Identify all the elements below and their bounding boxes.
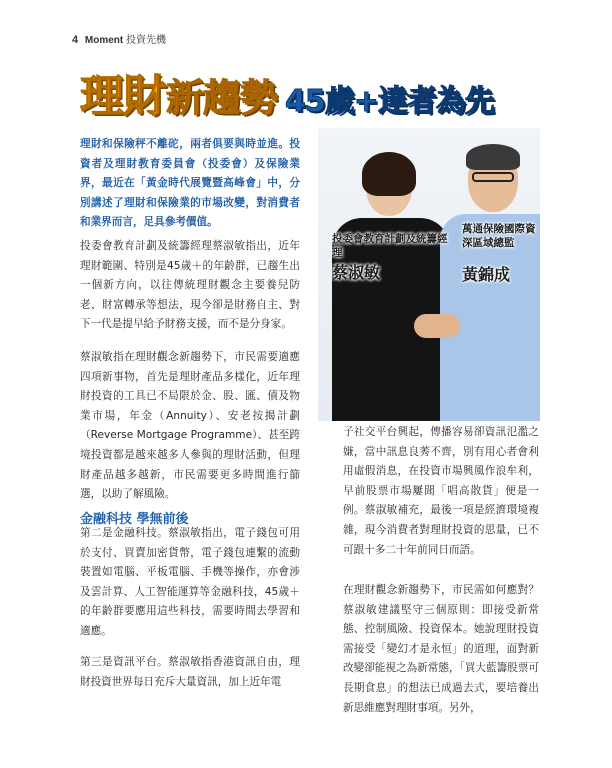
page-number: 4 xyxy=(72,34,79,46)
caption-right-name: 黃錦成 xyxy=(462,265,511,284)
person-left-figure xyxy=(332,148,452,421)
title-part-3: 45歲+達者為先 xyxy=(285,84,494,119)
handshake xyxy=(414,314,460,338)
body-paragraph-1: 投委會教育計劃及統籌經理蔡淑敏指出，近年理財範圍、特別是45歲＋的年齡群，已趨生出一個新方向，以往傳統理財觀念主要養兒防老、財富轉承等想法，現今卻是財務自主、對下一代是提早給予財務支援，而不是分身家。 xyxy=(80,240,300,331)
page-header xyxy=(72,31,166,46)
intro-paragraph: 理財和保險秤不離砣，兩者俱要與時並進。投資者及理財教育委員會（投委會）及保險業界，最近在「黃金時代展覽暨高峰會」中，分別講述了理財和保險業的市場改變，對消費者和業界而言，足具參考價值。 xyxy=(80,138,300,229)
body-paragraph-4: 第三是資訊平台。蔡淑敏指香港資訊自由，理財投資世界每日充斥大量資訊，加上近年電 xyxy=(80,656,300,688)
caption-left-role: 投委會教育計劃及統籌經理 xyxy=(332,233,448,259)
caption-left-name: 蔡淑敏 xyxy=(332,263,381,282)
title-part-2: 新趨勢 xyxy=(166,76,278,120)
body-paragraph-2: 蔡淑敏指在理財觀念新趨勢下，市民需要適應四項新事物，首先是理財產品多樣化，近年理財投資的工具已不局限於金、股、匯、債及物業市場，年金（Annuity）、安老按揭計劃（Reverse Mortgage Programme）、甚至跨境投資都是越來越多人參與的理財活動，但理財產品越多越新，市民需要更多時間進行篩選，以助了解風險。 xyxy=(80,351,300,501)
right-paragraph-1: 子社交平台興起，傳播容易卻資訊氾濫之嫌，當中訊息良莠不齊，別有用心者會利用虛假消息，在投資市場興風作浪牟利，早前股票市場屢聞「唱高散貨」便是一例。蔡淑敏補充，最後一項是經濟環境複雜，現今消費者對理財投資的思量，已不可跟十多二十年前同日而語。 xyxy=(343,426,539,556)
page-title xyxy=(80,60,494,130)
title-part-1: 理財 xyxy=(80,71,166,122)
section-subheading: 金融科技 學無前後 xyxy=(80,512,189,527)
magazine-brand: Moment xyxy=(84,35,124,46)
caption-right-role: 萬通保險國際資深區域總監 xyxy=(462,223,536,249)
body-paragraph-3: 第二是金融科技。蔡淑敏指出，電子錢包可用於支付、買賣加密貨幣，電子錢包連繫的流動裝置如電腦、平板電腦、手機等操作，亦會涉及雲計算、人工智能運算等金融科技，45歲＋的年齡群要應用這些科技，需要時間去學習和適應。 xyxy=(80,527,300,637)
section-name: 投資先機 xyxy=(126,35,167,46)
right-paragraph-2: 在理財觀念新趨勢下，市民需如何應對？蔡淑敏建議堅守三個原則：即接受新常態、控制風險、投資保本。她說理財投資需接受「變幻才是永恒」的道理，面對新改變卻能視之為新常態，「買大藍籌股票可長期食息」的想法已成過去式，要培養出新思維應對理財事項。另外， xyxy=(343,584,539,714)
